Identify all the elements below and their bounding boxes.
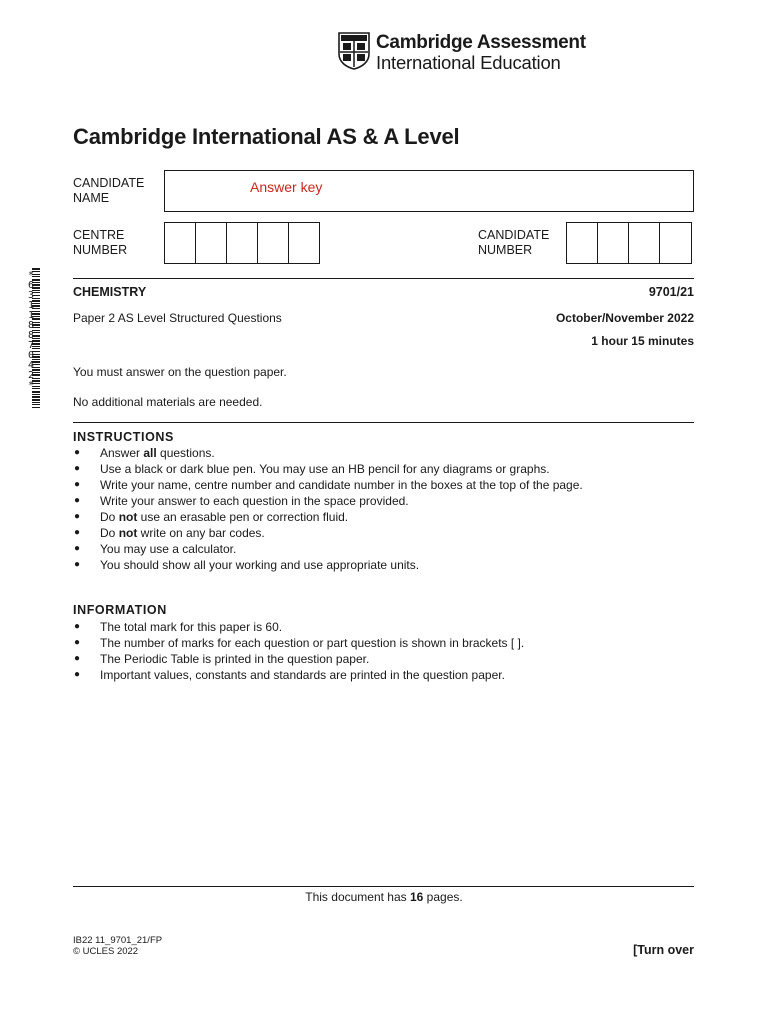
candidate-name-field[interactable] (164, 170, 694, 212)
candidate-name-label: CANDIDATE NAME (73, 176, 145, 205)
information-list (73, 619, 524, 683)
note-answer-on-paper: You must answer on the question paper. (73, 365, 287, 379)
centre-number-box[interactable] (226, 222, 258, 264)
centre-number-box[interactable] (288, 222, 320, 264)
list-item: ● Answer all questions. (74, 446, 215, 460)
bullet-icon: ● (74, 447, 81, 458)
centre-number-box[interactable] (257, 222, 289, 264)
candidate-number-field[interactable] (566, 222, 692, 264)
instructions-heading: INSTRUCTIONS (73, 430, 174, 444)
page-count-note: This document has 16 pages. (305, 890, 463, 904)
logo-line-1: Cambridge Assessment (376, 32, 586, 53)
barcode-digits: * 6 3 1 1 8 8 7 0 4 2 * (27, 270, 35, 391)
bullet-icon: ● (74, 669, 81, 680)
bullet-icon: ● (74, 463, 81, 474)
list-item: ● Do not use an erasable pen or correction fluid. (74, 510, 349, 524)
list-item: ● Do not write on any bar codes. (74, 526, 265, 540)
candidate-number-box[interactable] (566, 222, 598, 264)
instructions-list (73, 445, 583, 573)
list-item: ● You may use a calculator. (74, 542, 237, 556)
cambridge-logo (338, 32, 586, 73)
subject: CHEMISTRY (73, 285, 147, 299)
candidate-number-box[interactable] (628, 222, 660, 264)
list-item: ● Use a black or dark blue pen. You may use an HB pencil for any diagrams or graphs. (74, 462, 550, 476)
divider (73, 422, 694, 423)
list-item: ● You should show all your working and use appropriate units. (74, 558, 420, 572)
shield-icon (338, 32, 370, 70)
paper-code: 9701/21 (648, 285, 694, 299)
exam-duration: 1 hour 15 minutes (591, 334, 694, 348)
centre-number-box[interactable] (195, 222, 227, 264)
bullet-icon: ● (74, 495, 81, 506)
list-item: ● The number of marks for each question or part question is shown in brackets [ ]. (74, 636, 525, 650)
divider (73, 278, 694, 279)
list-item: ● Write your answer to each question in the space provided. (74, 494, 409, 508)
bullet-icon: ● (74, 543, 81, 554)
logo-line-2: International Education (376, 52, 561, 73)
bullet-icon: ● (74, 621, 81, 632)
bullet-icon: ● (74, 479, 81, 490)
bullet-icon: ● (74, 559, 81, 570)
list-item: ● The Periodic Table is printed in the question paper. (74, 652, 370, 666)
page-title: Cambridge International AS & A Level (73, 124, 460, 149)
list-item: ● Write your name, centre number and candidate number in the boxes at the top of the page. (74, 478, 583, 492)
document-codes: IB22 11_9701_21/FP © UCLES 2022 (73, 935, 163, 957)
bullet-icon: ● (74, 653, 81, 664)
centre-number-label: CENTRE NUMBER (73, 228, 128, 257)
candidate-number-box[interactable] (597, 222, 629, 264)
note-materials: No additional materials are needed. (73, 395, 263, 409)
divider (73, 886, 694, 887)
list-item: ● Important values, constants and standards are printed in the question paper. (74, 668, 505, 682)
bullet-icon: ● (74, 637, 81, 648)
candidate-number-box[interactable] (659, 222, 692, 264)
information-heading: INFORMATION (73, 603, 167, 617)
candidate-number-label: CANDIDATE NUMBER (478, 228, 550, 257)
bullet-icon: ● (74, 511, 81, 522)
centre-number-box[interactable] (164, 222, 196, 264)
candidate-name-value: Answer key (250, 179, 323, 195)
exam-session: October/November 2022 (555, 311, 694, 325)
turn-over: [Turn over (633, 943, 694, 957)
bullet-icon: ● (74, 527, 81, 538)
paper-title: Paper 2 AS Level Structured Questions (73, 311, 282, 325)
centre-number-field[interactable] (164, 222, 320, 264)
list-item: ● The total mark for this paper is 60. (74, 620, 283, 634)
